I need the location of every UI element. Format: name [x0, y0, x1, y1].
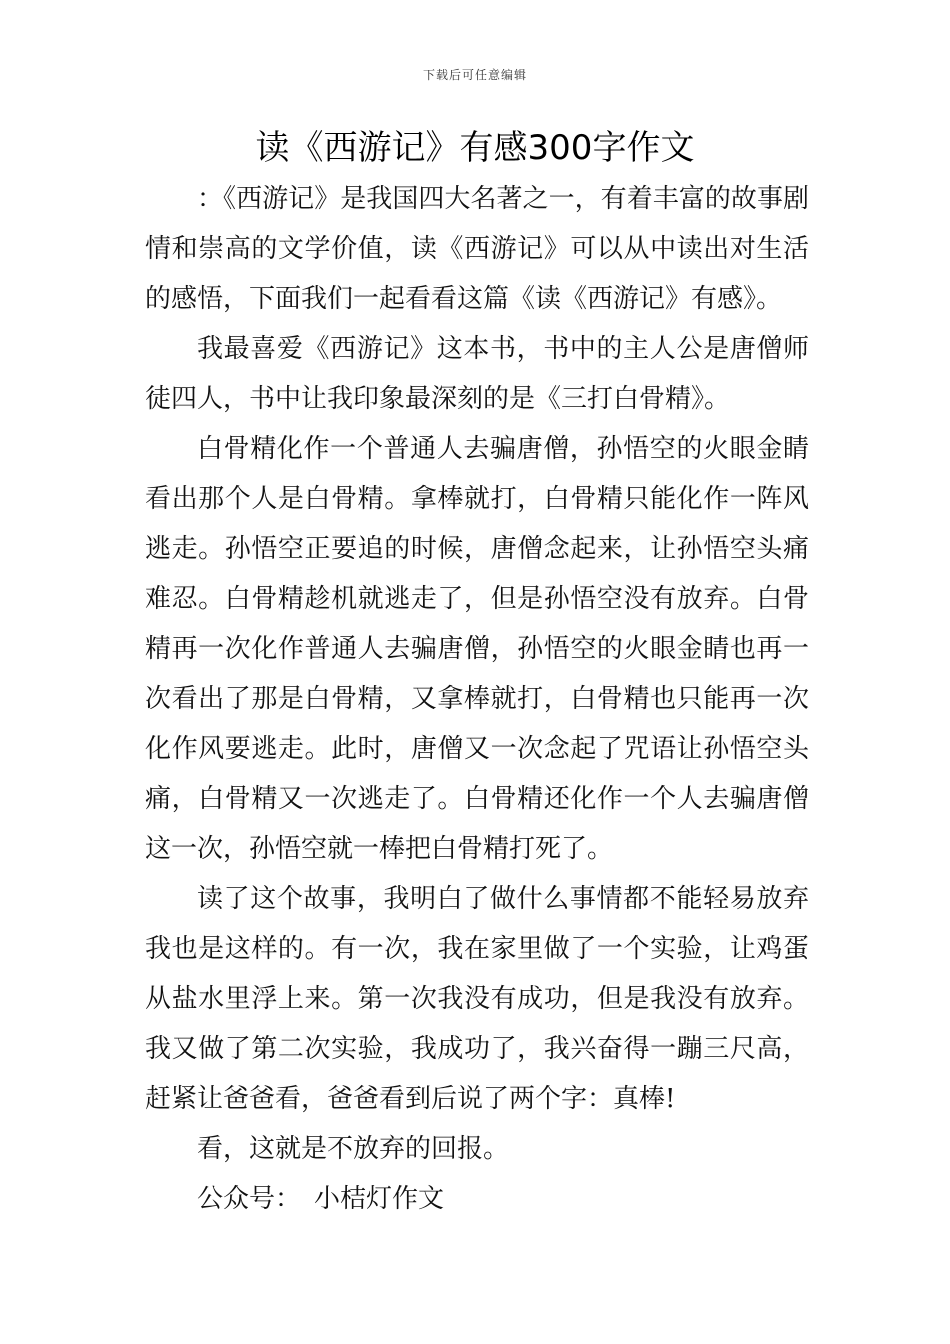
paragraph-favorite-book: 我最喜爱《西游记》这本书，书中的主人公是唐僧师徒四人，书中让我印象最深刻的是《三打白骨精》。 [145, 334, 809, 414]
paragraph-conclusion: 看，这就是不放弃的回报。 [197, 1134, 510, 1164]
paragraph-intro: ：《西游记》是我国四大名著之一，有着丰富的故事剧情和崇高的文学价值，读《西游记》可以从中读出对生活的感悟，下面我们一起看看这篇《读《西游记》有感》。 [145, 184, 809, 314]
header-note: 下载后可任意编辑 [422, 68, 527, 82]
page-title: 读《西游记》有感300字作文 [255, 128, 695, 168]
paragraph-public-account: 公众号： 小桔灯作文 [197, 1184, 445, 1214]
paragraph-reflection: 读了这个故事，我明白了做什么事情都不能轻易放弃我也是这样的。有一次，我在家里做了一个实验，让鸡蛋从盐水里浮上来。第一次我没有成功，但是我没有放弃。我又做了第二次实验，我成功了，我兴奋得一蹦三尺高，赶紧让爸爸看，爸爸看到后说了两个字：真棒! [145, 884, 809, 1114]
paragraph-story: 白骨精化作一个普通人去骗唐僧，孙悟空的火眼金睛看出那个人是白骨精。拿棒就打，白骨精只能化作一阵风逃走。孙悟空正要追的时候，唐僧念起来，让孙悟空头痛难忍。白骨精趁机就逃走了，但是孙悟空没有放弃。白骨精再一次化作普通人去骗唐僧，孙悟空的火眼金睛也再一次看出了那是白骨精，又拿棒就打，白骨精也只能再一次化作风要逃走。此时，唐僧又一次念起了咒语让孙悟空头痛，白骨精又一次逃走了。白骨精还化作一个人去骗唐僧这一次，孙悟空就一棒把白骨精打死了。 [145, 434, 809, 864]
article-body [145, 174, 809, 1224]
